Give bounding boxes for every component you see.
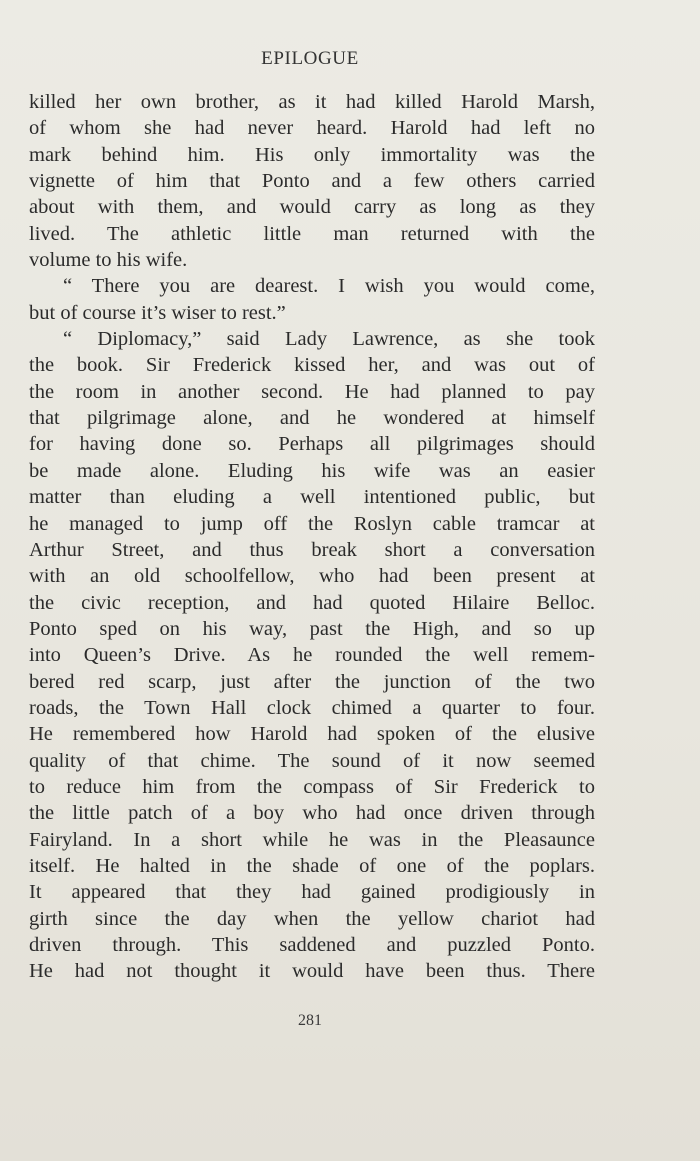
text-line: Ponto sped on his way, past the High, and so up	[29, 617, 595, 640]
text-line: to reduce him from the compass of Sir Frederick to	[29, 775, 595, 798]
text-line: He remembered how Harold had spoken of the elusive	[29, 723, 595, 746]
text-line: “ Diplomacy,” said Lady Lawrence, as she took	[63, 328, 595, 351]
text-line: itself. He halted in the shade of one of the poplars.	[29, 854, 595, 877]
text-line: the book. Sir Frederick kissed her, and was out of	[29, 354, 595, 377]
text-line: driven through. This saddened and puzzled Ponto.	[29, 934, 595, 956]
text-line: into Queen’s Drive. As he rounded the well remem-	[29, 644, 595, 667]
text-line: Arthur Street, and thus break short a conversation	[29, 538, 595, 561]
text-line: He had not thought it would have been thus. There	[29, 960, 595, 983]
text-line: for having done so. Perhaps all pilgrimages should	[29, 433, 595, 456]
page-number: 281	[298, 1012, 322, 1029]
text-line: that pilgrimage alone, and he wondered at himself	[29, 407, 595, 430]
text-line: the room in another second. He had planned to pay	[29, 380, 595, 403]
text-line: of whom she had never heard. Harold had left no	[29, 117, 595, 140]
text-line: lived. The athletic little man returned with the	[29, 222, 595, 245]
body-text	[29, 89, 595, 985]
text-line: girth since the day when the yellow chariot had	[29, 907, 595, 930]
text-line: the civic reception, and had quoted Hilaire Belloc.	[29, 591, 595, 614]
text-line: mark behind him. His only immortality was the	[29, 143, 595, 166]
text-line: vignette of him that Ponto and a few others carried	[29, 170, 595, 193]
text-line: Fairyland. In a short while he was in the Pleasaunce	[29, 828, 595, 851]
running-head: EPILOGUE	[261, 48, 359, 69]
text-line: It appeared that they had gained prodigiously in	[29, 881, 595, 904]
text-line: about with them, and would carry as long as they	[29, 196, 595, 219]
text-line: matter than eluding a well intentioned public, but	[29, 486, 595, 509]
text-line: be made alone. Eluding his wife was an easier	[29, 459, 595, 482]
text-line: quality of that chime. The sound of it now seemed	[29, 749, 595, 772]
text-line: but of course it’s wiser to rest.”	[29, 301, 286, 324]
text-line: he managed to jump off the Roslyn cable tramcar at	[29, 512, 595, 535]
text-line: roads, the Town Hall clock chimed a quarter to four.	[29, 696, 595, 719]
text-line: the little patch of a boy who had once driven through	[29, 802, 595, 825]
text-line: volume to his wife.	[29, 249, 188, 272]
text-line: bered red scarp, just after the junction of the two	[29, 670, 595, 693]
text-line: killed her own brother, as it had killed Harold Marsh,	[29, 91, 595, 113]
text-line: with an old schoolfellow, who had been present at	[29, 565, 595, 588]
text-line: “ There you are dearest. I wish you would come,	[63, 275, 595, 298]
